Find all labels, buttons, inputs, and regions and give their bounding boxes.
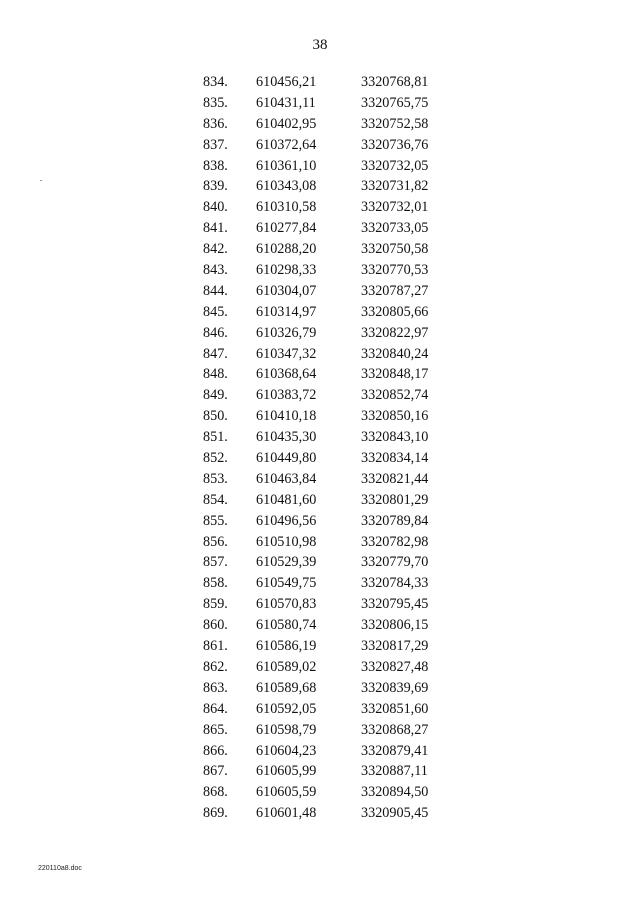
point-number: 852.: [203, 450, 228, 467]
table-row: [0, 364, 640, 385]
point-number: 869.: [203, 805, 228, 822]
page-number: 38: [312, 37, 328, 53]
x-coordinate: 610496,56: [256, 512, 317, 529]
x-coordinate: 610402,95: [256, 115, 317, 132]
y-coordinate: 3320827,48: [361, 658, 429, 675]
x-coordinate: 610481,60: [256, 491, 317, 508]
x-coordinate: 610449,80: [256, 450, 317, 467]
table-row: [0, 385, 640, 406]
y-coordinate: 3320752,58: [361, 115, 429, 132]
table-row: [0, 302, 640, 323]
point-number: 835.: [203, 94, 228, 111]
y-coordinate: 3320782,98: [361, 533, 429, 550]
x-coordinate: 610347,32: [256, 345, 317, 362]
table-row: [0, 448, 640, 469]
table-row: [0, 469, 640, 490]
x-coordinate: 610605,59: [256, 784, 317, 801]
x-coordinate: 610598,79: [256, 721, 317, 738]
x-coordinate: 610343,08: [256, 178, 317, 195]
table-row: [0, 156, 640, 177]
y-coordinate: 3320868,27: [361, 721, 429, 738]
table-row: [0, 782, 640, 803]
y-coordinate: 3320779,70: [361, 554, 429, 571]
table-row: [0, 72, 640, 93]
point-number: 853.: [203, 470, 228, 487]
point-number: 862.: [203, 658, 228, 675]
x-coordinate: 610435,30: [256, 429, 317, 446]
table-row: [0, 281, 640, 302]
point-number: 844.: [203, 282, 228, 299]
y-coordinate: 3320784,33: [361, 575, 429, 592]
point-number: 859.: [203, 596, 228, 613]
y-coordinate: 3320894,50: [361, 784, 429, 801]
table-row: [0, 176, 640, 197]
table-row: [0, 594, 640, 615]
x-coordinate: 610589,68: [256, 679, 317, 696]
x-coordinate: 610463,84: [256, 470, 317, 487]
point-number: 865.: [203, 721, 228, 738]
y-coordinate: 3320768,81: [361, 74, 429, 90]
x-coordinate: 610570,83: [256, 596, 317, 613]
coordinate-table: [0, 72, 640, 824]
y-coordinate: 3320732,05: [361, 157, 429, 174]
table-row: [0, 532, 640, 553]
point-number: 864.: [203, 700, 228, 717]
y-coordinate: 3320805,66: [361, 303, 429, 320]
table-row: [0, 427, 640, 448]
x-coordinate: 610431,11: [256, 94, 316, 111]
x-coordinate: 610288,20: [256, 241, 317, 258]
y-coordinate: 3320822,97: [361, 324, 429, 341]
point-number: 858.: [203, 575, 228, 592]
x-coordinate: 610456,21: [256, 74, 317, 90]
point-number: 840.: [203, 199, 228, 216]
table-row: [0, 741, 640, 762]
table-row: [0, 720, 640, 741]
table-row: [0, 657, 640, 678]
point-number: 842.: [203, 241, 228, 258]
table-row: [0, 761, 640, 782]
y-coordinate: 3320817,29: [361, 638, 429, 655]
x-coordinate: 610383,72: [256, 387, 317, 404]
point-number: 855.: [203, 512, 228, 529]
y-coordinate: 3320795,45: [361, 596, 429, 613]
table-row: [0, 239, 640, 260]
y-coordinate: 3320732,01: [361, 199, 429, 216]
table-row: [0, 573, 640, 594]
point-number: 839.: [203, 178, 228, 195]
point-number: 867.: [203, 763, 228, 780]
point-number: 854.: [203, 491, 228, 508]
x-coordinate: 610580,74: [256, 617, 317, 634]
point-number: 849.: [203, 387, 228, 404]
table-row: [0, 344, 640, 365]
x-coordinate: 610586,19: [256, 638, 317, 655]
point-number: 850.: [203, 408, 228, 425]
x-coordinate: 610304,07: [256, 282, 317, 299]
x-coordinate: 610510,98: [256, 533, 317, 550]
y-coordinate: 3320850,16: [361, 408, 429, 425]
table-row: [0, 511, 640, 532]
point-number: 841.: [203, 220, 228, 237]
x-coordinate: 610361,10: [256, 157, 317, 174]
y-coordinate: 3320848,17: [361, 366, 429, 383]
y-coordinate: 3320840,24: [361, 345, 429, 362]
x-coordinate: 610277,84: [256, 220, 317, 237]
y-coordinate: 3320887,11: [361, 763, 428, 780]
y-coordinate: 3320806,15: [361, 617, 429, 634]
y-coordinate: 3320834,14: [361, 450, 429, 467]
table-row: [0, 552, 640, 573]
table-row: [0, 260, 640, 281]
point-number: 868.: [203, 784, 228, 801]
point-number: 863.: [203, 679, 228, 696]
table-row: [0, 615, 640, 636]
point-number: 851.: [203, 429, 228, 446]
point-number: 834.: [203, 74, 228, 90]
x-coordinate: 610372,64: [256, 136, 317, 153]
y-coordinate: 3320839,69: [361, 679, 429, 696]
x-coordinate: 610529,39: [256, 554, 317, 571]
point-number: 848.: [203, 366, 228, 383]
x-coordinate: 610605,99: [256, 763, 317, 780]
point-number: 856.: [203, 533, 228, 550]
point-number: 860.: [203, 617, 228, 634]
x-coordinate: 610410,18: [256, 408, 317, 425]
x-coordinate: 610592,05: [256, 700, 317, 717]
y-coordinate: 3320733,05: [361, 220, 429, 237]
table-row: [0, 490, 640, 511]
x-coordinate: 610326,79: [256, 324, 317, 341]
x-coordinate: 610310,58: [256, 199, 317, 216]
x-coordinate: 610314,97: [256, 303, 317, 320]
table-row: [0, 93, 640, 114]
x-coordinate: 610368,64: [256, 366, 317, 383]
y-coordinate: 3320905,45: [361, 805, 429, 822]
table-row: [0, 197, 640, 218]
point-number: 847.: [203, 345, 228, 362]
table-row: [0, 135, 640, 156]
y-coordinate: 3320852,74: [361, 387, 429, 404]
table-row: [0, 323, 640, 344]
y-coordinate: 3320736,76: [361, 136, 429, 153]
x-coordinate: 610298,33: [256, 262, 317, 279]
y-coordinate: 3320750,58: [361, 241, 429, 258]
table-row: [0, 218, 640, 239]
x-coordinate: 610601,48: [256, 805, 317, 822]
point-number: 838.: [203, 157, 228, 174]
y-coordinate: 3320821,44: [361, 470, 429, 487]
y-coordinate: 3320731,82: [361, 178, 429, 195]
y-coordinate: 3320801,29: [361, 491, 429, 508]
y-coordinate: 3320787,27: [361, 282, 429, 299]
y-coordinate: 3320851,60: [361, 700, 429, 717]
point-number: 857.: [203, 554, 228, 571]
table-row: [0, 114, 640, 135]
x-coordinate: 610549,75: [256, 575, 317, 592]
y-coordinate: 3320765,75: [361, 94, 429, 111]
point-number: 845.: [203, 303, 228, 320]
table-row: [0, 803, 640, 824]
point-number: 866.: [203, 742, 228, 759]
table-row: [0, 636, 640, 657]
table-row: [0, 699, 640, 720]
point-number: 846.: [203, 324, 228, 341]
x-coordinate: 610604,23: [256, 742, 317, 759]
table-row: [0, 678, 640, 699]
file-name-footer: 220110a8.doc: [38, 865, 82, 872]
point-number: 861.: [203, 638, 228, 655]
y-coordinate: 3320770,53: [361, 262, 429, 279]
point-number: 837.: [203, 136, 228, 153]
point-number: 836.: [203, 115, 228, 132]
y-coordinate: 3320789,84: [361, 512, 429, 529]
y-coordinate: 3320843,10: [361, 429, 429, 446]
x-coordinate: 610589,02: [256, 658, 317, 675]
point-number: 843.: [203, 262, 228, 279]
table-row: [0, 406, 640, 427]
y-coordinate: 3320879,41: [361, 742, 429, 759]
